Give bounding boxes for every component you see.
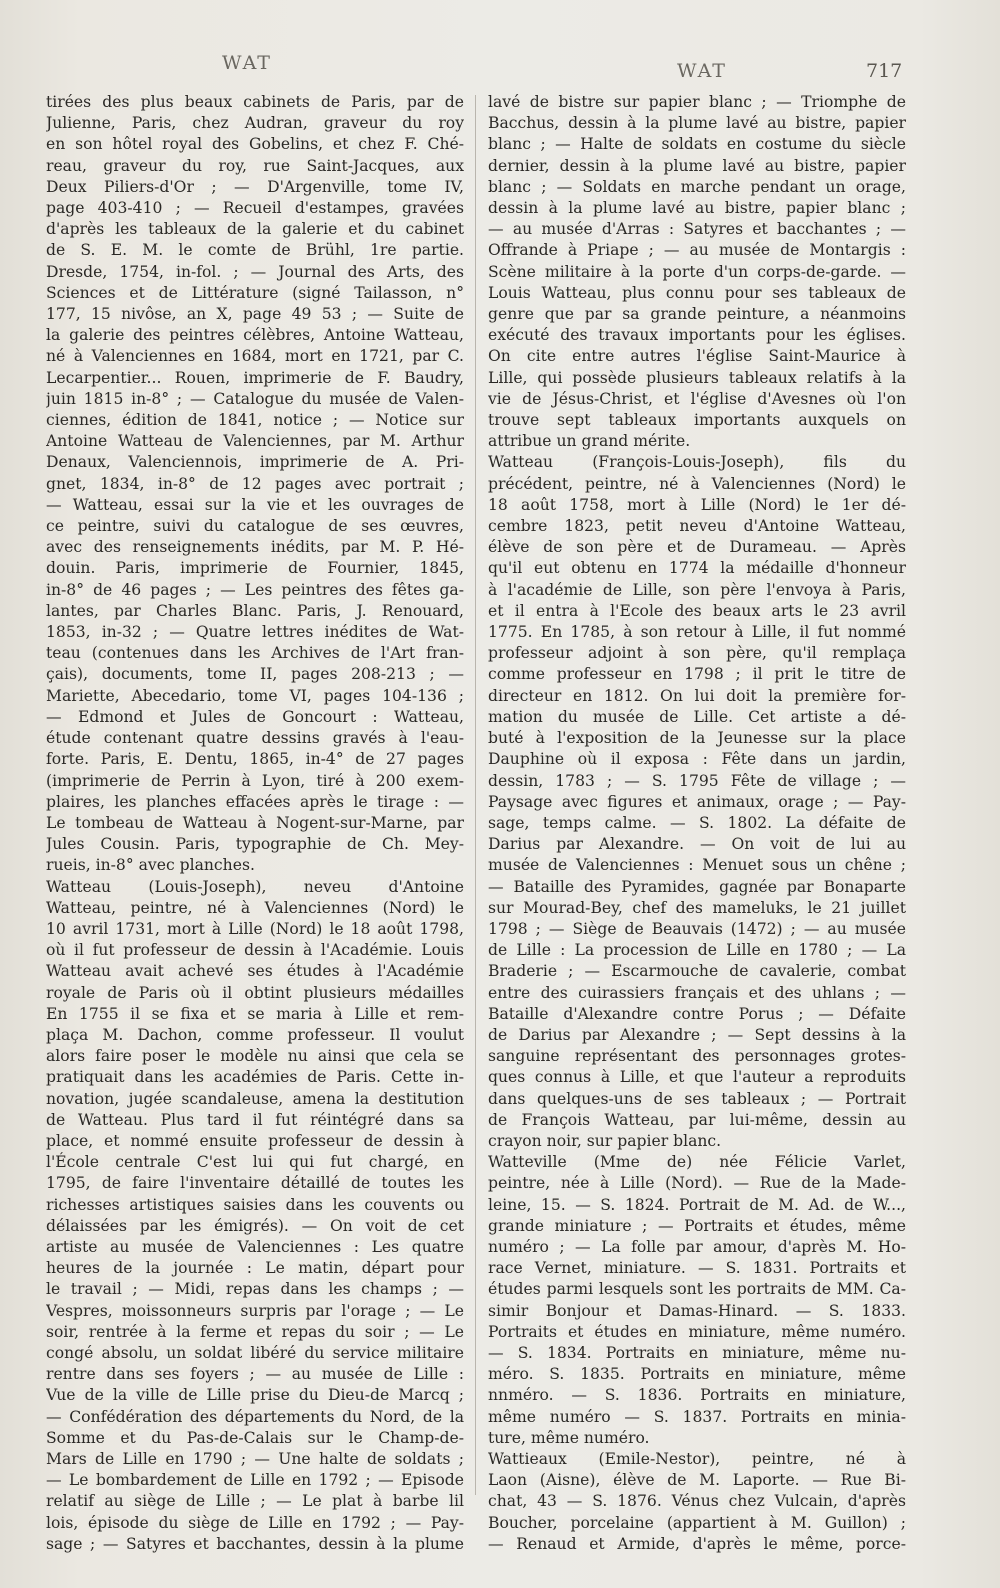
text-line: in-8° de 46 pages ; — Les peintres des fêtes ga- <box>46 580 464 599</box>
text-line: 1798 ; — Siège de Beauvais (1472) ; — au musée <box>488 919 906 938</box>
text-line: de S. E. M. le comte de Brühl, 1re partie. <box>46 241 464 260</box>
text-line: avec des renseignements inédits, par M. P. Hé- <box>46 538 464 557</box>
text-line: peintre, née à Lille (Nord). — Rue de la Made- <box>488 1174 906 1193</box>
text-line: 1853, in-32 ; — Quatre lettres inédites de Wat- <box>46 623 464 642</box>
text-line: novation, jugée scandaleuse, amena la destitution <box>46 1089 464 1108</box>
text-line: alors faire poser le modèle nu ainsi que cela se <box>46 1047 464 1066</box>
text-line: crayon noir, sur papier blanc. <box>488 1131 722 1150</box>
text-line: vie de Jésus-Christ, et l'église d'Avesnes où l'on <box>488 389 906 408</box>
text-line: teau (contenues dans les Archives de l'Art fran- <box>46 644 464 663</box>
text-line: genre que par sa grande peinture, a néanmoins <box>488 305 906 324</box>
text-line: entre des cuirassiers français et des uhlans ; — <box>488 983 906 1002</box>
text-line: ce peintre, suivi du catalogue de ses œuvres, <box>46 517 464 536</box>
text-line: Wattieaux (Emile-Nestor), peintre, né à <box>488 1450 906 1468</box>
text-line: numéro ; — La folle par amour, d'après M. Ho- <box>488 1237 906 1256</box>
right-text-column <box>488 92 906 1555</box>
text-line: gnet, 1834, in-8° de 12 pages avec portrait ; <box>46 474 464 493</box>
text-line: l'École centrale C'est lui qui fut chargé, en <box>46 1153 464 1172</box>
text-line: où il fut professeur de dessin à l'Académie. Louis <box>46 941 464 960</box>
text-line: Mars de Lille en 1790 ; — Une halte de soldats ; <box>46 1450 464 1468</box>
text-line: leine, 15. — S. 1824. Portrait de M. Ad. de W..., <box>488 1195 906 1214</box>
text-line: Lille, qui possède plusieurs tableaux relatifs à la <box>488 368 906 387</box>
text-line: sage ; — Satyres et bacchantes, dessin à la plume <box>46 1534 464 1553</box>
text-line: çais), documents, tome II, pages 208-213 ; — <box>46 665 464 684</box>
text-line: 177, 15 nivôse, an X, page 49 53 ; — Suite de <box>46 305 464 324</box>
text-line: buté à l'exposition de la Jeunesse sur la place <box>488 729 906 748</box>
text-line: — Watteau, essai sur la vie et les ouvrages de <box>46 495 464 514</box>
text-line: dessin à la plume lavé au bistre, papier blanc ; <box>488 199 906 218</box>
text-line: Dauphine où il exposa : Fête dans un jardin, <box>488 750 906 769</box>
text-line: de Lille : La procession de Lille en 1780 ; — La <box>488 941 906 960</box>
text-line: études parmi lesquels sont les portraits de MM. Ca- <box>488 1280 906 1299</box>
text-line: Deux Piliers-d'Or ; — D'Argenville, tome IV, <box>46 177 464 196</box>
text-line: artiste au musée de Valenciennes : Les quatre <box>46 1237 464 1256</box>
text-line: et il entra à l'Ecole des beaux arts le 23 avril <box>488 601 906 620</box>
text-line: — Renaud et Armide, d'après le même, porce- <box>488 1534 906 1553</box>
text-line: précédent, peintre, né à Valenciennes (Nord) le <box>488 474 906 493</box>
text-line: royale de Paris où il obtint plusieurs médailles <box>46 983 464 1002</box>
text-line: Vue de la ville de Lille prise du Dieu-de Marcq ; <box>46 1386 464 1405</box>
text-line: forte. Paris, E. Dentu, 1865, in-4° de 27 pages <box>46 750 464 769</box>
text-line: ciennes, édition de 1841, notice ; — Notice sur <box>46 411 464 430</box>
text-line: musée de Valenciennes : Menuet sous un chêne ; <box>488 856 906 875</box>
text-line: Portraits et études en miniature, même numéro. <box>488 1322 906 1341</box>
text-line: Louis Watteau, plus connu pour ses tableaux de <box>488 283 906 302</box>
text-line: place, et nommé ensuite professeur de dessin à <box>46 1131 464 1150</box>
text-line: sage, temps calme. — S. 1802. La défaite de <box>488 813 906 832</box>
text-line: On cite entre autres l'église Saint-Maurice à <box>488 347 906 366</box>
text-line: lantes, par Charles Blanc. Paris, J. Renouard, <box>46 601 464 620</box>
text-line: Denaux, Valenciennois, imprimerie de A. Pri- <box>46 453 464 472</box>
text-line: Mariette, Abecedario, tome VI, pages 104-136 ; <box>46 686 464 705</box>
right-running-head: WAT <box>677 60 727 82</box>
text-line: — Le bombardement de Lille en 1792 ; — Episode <box>46 1471 464 1490</box>
text-line: rentre dans ses foyers ; — au musée de Lille : <box>46 1365 464 1384</box>
text-line: Laon (Aisne), élève de M. Laporte. — Rue Bi- <box>488 1471 906 1490</box>
text-line: dessin, 1783 ; — S. 1795 Fête de village ; — <box>488 771 906 790</box>
text-line: relatif au siège de Lille ; — Le plat à barbe lil <box>46 1492 464 1511</box>
text-line: de Darius par Alexandre ; — Sept dessins à la <box>488 1025 906 1044</box>
text-line: dans quelques-uns de ses tableaux ; — Portrait <box>488 1089 906 1108</box>
text-line: plaires, les planches effacées après le tirage : — <box>46 792 464 811</box>
text-line: chat, 43 — S. 1876. Vénus chez Vulcain, d'après <box>488 1492 906 1511</box>
text-line: dernier, dessin à la plume lavé au bistre, papier <box>488 156 906 175</box>
text-line: nnméro. — S. 1836. Portraits en miniature, <box>488 1386 906 1405</box>
text-line: ques connus à Lille, et que l'auteur a reproduits <box>488 1068 906 1087</box>
text-line: le travail ; — Midi, repas dans les champs ; — <box>46 1280 464 1299</box>
text-line: page 403-410 ; — Recueil d'estampes, gravées <box>46 199 464 218</box>
text-line: de Watteau. Plus tard il fut réintégré dans sa <box>46 1110 464 1129</box>
text-line: mation du musée de Lille. Cet artiste a dé- <box>488 707 906 726</box>
text-line: reau, graveur du roy, rue Saint-Jacques, aux <box>46 156 464 175</box>
text-line: Braderie ; — Escarmouche de cavalerie, combat <box>488 962 906 981</box>
text-line: ture, même numéro. <box>488 1428 650 1447</box>
text-line: — Edmond et Jules de Goncourt : Watteau, <box>46 707 464 726</box>
text-line: Antoine Watteau de Valenciennes, par M. Arthur <box>46 432 464 451</box>
text-line: (imprimerie de Perrin à Lyon, tiré à 200 exem- <box>46 771 464 790</box>
text-line: juin 1815 in-8° ; — Catalogue du musée de Valen- <box>46 389 464 408</box>
text-line: race Vernet, miniature. — S. 1831. Portraits et <box>488 1259 906 1278</box>
text-line: — Bataille des Pyramides, gagnée par Bonaparte <box>488 877 906 896</box>
text-line: Paysage avec figures et animaux, orage ; — Pay- <box>488 792 906 811</box>
text-line: richesses artistiques saisies dans les couvents ou <box>46 1195 464 1214</box>
text-line: lois, épisode du siège de Lille en 1792 ; — Pay- <box>46 1513 464 1532</box>
text-line: Darius par Alexandre. — On voit de lui au <box>488 835 906 854</box>
text-line: simir Bonjour et Damas-Hinard. — S. 1833. <box>488 1301 906 1320</box>
text-line: plaça M. Dachon, comme professeur. Il voulut <box>46 1025 464 1044</box>
text-line: congé absolu, un soldat libéré du service militaire <box>46 1343 464 1362</box>
text-line: tirées des plus beaux cabinets de Paris, par de <box>46 93 464 111</box>
text-line: 10 avril 1731, mort à Lille (Nord) le 18 août 1798, <box>46 919 464 938</box>
text-line: méro. S. 1835. Portraits en miniature, même <box>488 1365 906 1384</box>
text-line: rueis, in-8° avec planches. <box>46 856 255 875</box>
text-line: Watteau avait achevé ses études à l'Académie <box>46 962 464 981</box>
text-line: pratiquait dans les académies de Paris. Cette in- <box>46 1068 464 1087</box>
text-line: Offrande à Priape ; — au musée de Montargis : <box>488 241 906 260</box>
text-line: lavé de bistre sur papier blanc ; — Triomphe de <box>488 93 906 111</box>
text-line: Scène militaire à la porte d'un corps-de-garde. — <box>488 262 906 281</box>
text-line: Julienne, Paris, chez Audran, graveur du roy <box>46 114 464 133</box>
text-line: — Confédération des départements du Nord, de la <box>46 1407 464 1426</box>
text-line: heures de la journée : Le matin, départ pour <box>46 1259 464 1278</box>
text-line: exécuté des travaux importants pour les églises. <box>488 326 906 345</box>
text-line: professeur adjoint à son père, qu'il remplaça <box>488 644 906 663</box>
text-line: sanguine représentant des personnages grotes- <box>488 1047 906 1066</box>
text-line: Jules Cousin. Paris, typographie de Ch. Mey- <box>46 835 464 854</box>
text-line: Vespres, moissonneurs surpris par l'orage ; — Le <box>46 1301 464 1320</box>
text-line: blanc ; — Halte de soldats en costume du siècle <box>488 135 906 154</box>
text-line: Sciences et de Littérature (signé Tailasson, n° <box>46 283 464 302</box>
text-line: Lecarpentier... Rouen, imprimerie de F. Baudry, <box>46 368 464 387</box>
text-line: trouve sept tableaux importants auxquels on <box>488 411 906 430</box>
text-line: Le tombeau de Watteau à Nogent-sur-Marne, par <box>46 813 464 832</box>
text-line: qu'il eut obtenu en 1774 la médaille d'honneur <box>488 559 906 578</box>
left-text-column <box>46 92 464 1555</box>
text-line: la galerie des peintres célèbres, Antoine Watteau, <box>46 326 464 345</box>
text-line: Watteville (Mme de) née Félicie Varlet, <box>488 1153 906 1172</box>
text-line: Bataille d'Alexandre contre Porus ; — Défaite <box>488 1004 906 1023</box>
text-line: En 1755 il se fixa et se maria à Lille et rem- <box>46 1004 464 1023</box>
text-line: Watteau (François-Louis-Joseph), fils du <box>488 453 906 472</box>
text-line: — S. 1834. Portraits en miniature, même nu- <box>488 1343 906 1362</box>
text-line: d'après les tableaux de la galerie et du cabinet <box>46 220 464 239</box>
text-line: blanc ; — Soldats en marche pendant un orage, <box>488 177 906 196</box>
text-line: délaissées par les émigrés). — On voit de cet <box>46 1216 464 1235</box>
text-line: directeur en 1812. On lui doit la première for- <box>488 686 906 705</box>
text-line: Dresde, 1754, in-fol. ; — Journal des Arts, des <box>46 262 464 281</box>
left-running-head: WAT <box>222 52 272 74</box>
text-line: né à Valenciennes en 1684, mort en 1721, par C. <box>46 347 464 366</box>
text-line: Watteau, peintre, né à Valenciennes (Nord) le <box>46 898 464 917</box>
text-line: douin. Paris, imprimerie de Fournier, 1845, <box>46 559 464 578</box>
text-line: même numéro — S. 1837. Portraits en minia- <box>488 1407 906 1426</box>
text-line: Boucher, porcelaine (appartient à M. Guillon) ; <box>488 1513 906 1532</box>
running-header <box>0 52 1000 88</box>
text-line: cembre 1823, petit neveu d'Antoine Watteau, <box>488 517 906 536</box>
page-number: 717 <box>866 60 903 82</box>
text-line: — au musée d'Arras : Satyres et bacchantes ; — <box>488 220 906 239</box>
text-line: 18 août 1758, mort à Lille (Nord) le 1er dé- <box>488 495 906 514</box>
text-line: étude contenant quatre dessins gravés à l'eau- <box>46 729 464 748</box>
text-line: 1795, de faire l'inventaire détaillé de toutes les <box>46 1174 464 1193</box>
text-line: grande miniature ; — Portraits et études, même <box>488 1216 906 1235</box>
text-line: attribue un grand mérite. <box>488 432 691 451</box>
text-line: 1775. En 1785, à son retour à Lille, il fut nommé <box>488 623 906 642</box>
text-line: soir, rentrée à la ferme et repas du soir ; — Le <box>46 1322 464 1341</box>
text-line: Watteau (Louis-Joseph), neveu d'Antoine <box>46 877 464 896</box>
text-line: sur Mourad-Bey, chef des mameluks, le 21 juillet <box>488 898 906 917</box>
text-line: à l'académie de Lille, son père l'envoya à Paris, <box>488 580 906 599</box>
column-divider <box>475 95 476 1495</box>
text-line: élève de son père et de Durameau. — Après <box>488 538 906 557</box>
text-line: en son hôtel royal des Gobelins, et chez F. Ché- <box>46 135 464 154</box>
text-line: Somme et du Pas-de-Calais sur le Champ-de- <box>46 1428 464 1447</box>
text-line: Bacchus, dessin à la plume lavé au bistre, papier <box>488 114 906 133</box>
text-line: de François Watteau, par lui-même, dessin au <box>488 1110 906 1129</box>
text-line: comme professeur en 1798 ; il prit le titre de <box>488 665 906 684</box>
